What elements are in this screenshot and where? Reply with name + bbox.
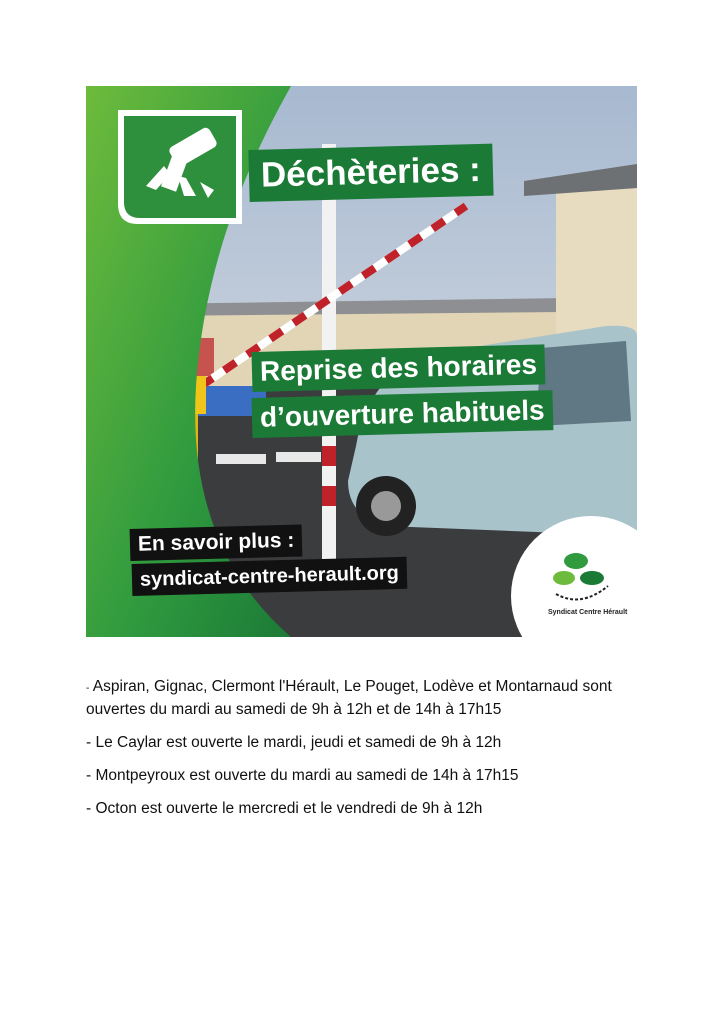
poster-subtitle-line1: Reprise des horaires <box>251 344 545 392</box>
opening-hours-list <box>86 676 646 831</box>
schedule-item: - Octon est ouverte le mercredi et le vendredi de 9h à 12h <box>86 800 483 817</box>
poster-image <box>86 86 637 637</box>
schedule-item: - Montpeyroux est ouverte du mardi au samedi de 14h à 17h15 <box>86 767 519 784</box>
list-dash: - <box>86 683 90 694</box>
poster-subtitle-line2: d’ouverture habituels <box>251 390 553 438</box>
organization-logo-text: Syndicat Centre Hérault <box>548 609 628 616</box>
website-url: syndicat-centre-herault.org <box>132 557 408 596</box>
schedule-item <box>86 676 646 720</box>
schedule-item-text: Aspiran, Gignac, Clermont l'Hérault, Le Pouget, Lodève et Montarnaud sont ouvertes du mardi au samedi de 9h à 12h et de 14h à 17h15 <box>86 678 612 718</box>
schedule-item: - Le Caylar est ouverte le mardi, jeudi et samedi de 9h à 12h <box>86 734 502 751</box>
more-info-label: En savoir plus : <box>130 524 303 561</box>
poster-title: Déchèteries : <box>248 144 493 202</box>
